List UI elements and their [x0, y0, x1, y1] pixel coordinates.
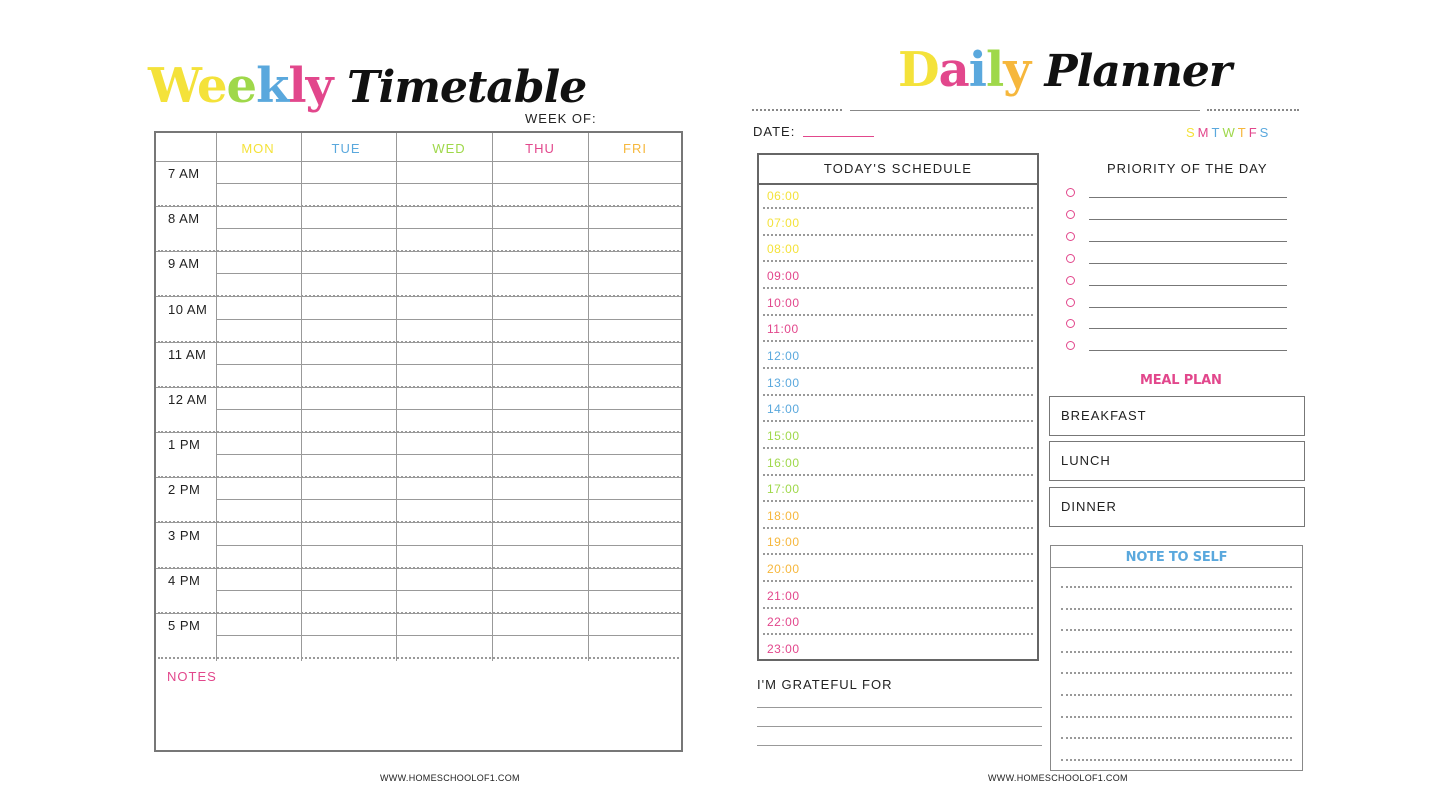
note-line[interactable]: [1061, 629, 1292, 631]
schedule-slot-line[interactable]: [763, 527, 1033, 529]
priority-checkbox[interactable]: [1066, 210, 1075, 219]
schedule-slot-line[interactable]: [763, 287, 1033, 289]
time-label: 11 AM: [168, 346, 207, 362]
daily-title-letter: i: [968, 42, 986, 98]
weekday-letter[interactable]: M: [1197, 125, 1212, 140]
meal-plan-title: MEAL PLAN: [1140, 373, 1222, 388]
grid-row-line: [216, 545, 681, 546]
grid-column-line: [588, 133, 589, 661]
priority-line[interactable]: [1089, 197, 1287, 198]
weekly-title-letter: y: [305, 58, 333, 114]
lunch-box[interactable]: LUNCH: [1049, 441, 1305, 481]
schedule-slot-time: 06:00: [767, 189, 800, 203]
date-label: DATE:: [753, 124, 796, 139]
grid-row-line: [156, 477, 681, 478]
grid-column-line: [492, 133, 493, 661]
weekday-letter[interactable]: T: [1237, 125, 1249, 140]
header-divider-dots-left: [752, 109, 842, 111]
grid-row-line: [156, 206, 681, 207]
day-header-thu: THU: [525, 141, 555, 156]
priority-title: PRIORITY OF THE DAY: [1107, 161, 1268, 176]
schedule-slot-time: 21:00: [767, 588, 800, 603]
grid-header-line: [156, 161, 681, 162]
priority-line[interactable]: [1089, 263, 1287, 264]
time-label: 10 AM: [168, 301, 208, 317]
schedule-slot-line[interactable]: [763, 234, 1033, 236]
schedule-slot-line[interactable]: [763, 314, 1033, 316]
grid-row-line: [156, 296, 681, 297]
schedule-slot-line[interactable]: [763, 580, 1033, 582]
grid-row-line: [216, 228, 681, 229]
schedule-slot-time: 12:00: [767, 348, 800, 363]
schedule-slot-time: 10:00: [767, 295, 800, 310]
schedule-slot-time: 18:00: [767, 508, 800, 523]
schedule-slot-line[interactable]: [763, 607, 1033, 609]
priority-checkbox[interactable]: [1066, 276, 1075, 285]
grid-column-line: [216, 133, 217, 661]
daily-footer: WWW.HOMESCHOOLOF1.COM: [988, 773, 1128, 783]
weekday-letter[interactable]: S: [1259, 125, 1272, 140]
schedule-slot-line[interactable]: [763, 207, 1033, 209]
schedule-slot-line[interactable]: [763, 260, 1033, 262]
schedule-slot-time: 14:00: [767, 402, 800, 417]
daily-title-letter: a: [938, 42, 969, 98]
weekday-letter[interactable]: S: [1186, 125, 1198, 140]
schedule-slot-line[interactable]: [763, 394, 1033, 396]
priority-checkbox[interactable]: [1066, 188, 1075, 197]
breakfast-box[interactable]: BREAKFAST: [1049, 396, 1305, 436]
time-label: 9 AM: [168, 256, 200, 272]
daily-title: [898, 42, 1231, 102]
priority-line[interactable]: [1089, 219, 1287, 220]
header-divider-line: [850, 110, 1200, 111]
note-line[interactable]: [1061, 694, 1292, 696]
schedule-slot-time: 11:00: [767, 322, 799, 337]
weekly-title: [148, 58, 586, 118]
schedule-slot-time: 13:00: [767, 375, 800, 390]
dinner-box[interactable]: DINNER: [1049, 487, 1305, 527]
grid-column-line: [396, 133, 397, 661]
time-label: 3 PM: [168, 527, 201, 543]
weekday-selector[interactable]: [1186, 125, 1271, 140]
time-label: 4 PM: [168, 572, 201, 588]
weekly-footer: WWW.HOMESCHOOLOF1.COM: [380, 773, 520, 783]
priority-line[interactable]: [1089, 328, 1287, 329]
grid-row-line: [216, 590, 681, 591]
time-label: 7 AM: [168, 166, 200, 181]
schedule-slot-line[interactable]: [763, 553, 1033, 555]
schedule-slot-time: 08:00: [767, 242, 800, 257]
grid-row-line: [156, 613, 681, 614]
weekly-title-letter: e: [226, 58, 257, 114]
note-to-self-title: NOTE TO SELF: [1125, 550, 1228, 565]
priority-checkbox[interactable]: [1066, 298, 1075, 307]
daily-title-letter: D: [898, 42, 939, 98]
priority-checkbox[interactable]: [1066, 232, 1075, 241]
time-label: 1 PM: [168, 437, 201, 453]
note-line[interactable]: [1061, 651, 1292, 653]
todays-schedule-box: [757, 153, 1039, 661]
grid-dotted-line: [158, 657, 679, 659]
priority-line[interactable]: [1089, 241, 1287, 242]
schedule-slot-time: 07:00: [767, 215, 800, 230]
note-line[interactable]: [1061, 586, 1292, 588]
day-header-tue: TUE: [331, 141, 361, 156]
daily-title-letter: l: [985, 42, 1004, 98]
priority-line[interactable]: [1089, 285, 1287, 286]
time-label: 2 PM: [168, 482, 201, 498]
header-divider-dots-right: [1207, 109, 1299, 111]
grid-row-line: [216, 409, 681, 410]
day-header-mon: MON: [241, 141, 275, 156]
note-line[interactable]: [1061, 737, 1292, 739]
grid-row-line: [156, 522, 681, 523]
grateful-title: I'M GRATEFUL FOR: [757, 677, 893, 692]
weekday-letter[interactable]: W: [1222, 125, 1238, 140]
schedule-slot-time: 23:00: [767, 642, 800, 657]
grid-row-line: [156, 432, 681, 433]
day-header-wed: WED: [432, 141, 466, 156]
grid-column-line: [301, 133, 302, 661]
grateful-line[interactable]: [757, 726, 1042, 727]
grid-row-line: [216, 635, 681, 636]
schedule-slot-time: 15:00: [767, 428, 800, 443]
schedule-slot-line[interactable]: [763, 340, 1033, 342]
schedule-slot-time: 20:00: [767, 562, 800, 577]
note-to-self-box: [1050, 545, 1303, 771]
time-label: 5 PM: [168, 618, 201, 633]
schedule-slot-time: 19:00: [767, 535, 800, 550]
notes-label: NOTES: [167, 669, 217, 684]
weekday-letter[interactable]: T: [1211, 125, 1223, 140]
grid-row-line: [216, 319, 681, 320]
schedule-slot-line[interactable]: [763, 447, 1033, 449]
note-line[interactable]: [1061, 672, 1292, 674]
grid-row-line: [156, 251, 681, 252]
grateful-line[interactable]: [757, 745, 1042, 746]
schedule-slot-time: 22:00: [767, 615, 800, 630]
grid-row-line: [216, 364, 681, 365]
note-line[interactable]: [1061, 608, 1292, 610]
weekday-letter[interactable]: F: [1248, 125, 1260, 140]
note-to-self-header: [1051, 546, 1302, 568]
grid-row-line: [216, 454, 681, 455]
grid-row-line: [216, 499, 681, 500]
weekly-timetable-grid: [154, 131, 683, 752]
weekly-title-script: Timetable: [346, 62, 587, 113]
time-label: 12 AM: [168, 392, 208, 407]
grateful-line[interactable]: [757, 707, 1042, 708]
priority-line[interactable]: [1089, 307, 1287, 308]
note-line[interactable]: [1061, 716, 1292, 718]
schedule-slot-time: 17:00: [767, 482, 800, 497]
schedule-slot-line[interactable]: [763, 474, 1033, 476]
note-line[interactable]: [1061, 759, 1292, 761]
week-of-label: WEEK OF:: [525, 111, 597, 126]
weekly-title-letter: k: [256, 58, 289, 114]
grid-row-line: [156, 568, 681, 569]
day-header-fri: FRI: [623, 141, 647, 156]
grid-row-line: [216, 273, 681, 274]
daily-title-script: Planner: [1044, 46, 1232, 97]
grid-row-line: [216, 183, 681, 184]
grid-row-line: [156, 387, 681, 388]
priority-checkbox[interactable]: [1066, 254, 1075, 263]
date-field[interactable]: [803, 136, 874, 137]
schedule-slot-line[interactable]: [763, 420, 1033, 422]
schedule-slot-time: 09:00: [767, 268, 800, 283]
priority-checkbox[interactable]: [1066, 319, 1075, 328]
daily-title-letter: y: [1003, 42, 1031, 98]
grid-row-line: [156, 342, 681, 343]
weekly-title-letter: W: [148, 58, 197, 114]
schedule-slot-line[interactable]: [763, 367, 1033, 369]
priority-checkbox[interactable]: [1066, 341, 1075, 350]
schedule-slot-time: 16:00: [767, 455, 800, 470]
priority-line[interactable]: [1089, 350, 1287, 351]
weekly-title-letter: e: [197, 58, 227, 114]
schedule-slot-line[interactable]: [763, 633, 1033, 635]
weekly-title-word: [148, 58, 332, 114]
schedule-slot-line[interactable]: [763, 500, 1033, 502]
schedule-title: TODAY'S SCHEDULE: [759, 155, 1037, 185]
weekly-title-letter: l: [288, 58, 306, 114]
time-label: 8 AM: [168, 211, 200, 227]
daily-title-word: [898, 42, 1030, 98]
